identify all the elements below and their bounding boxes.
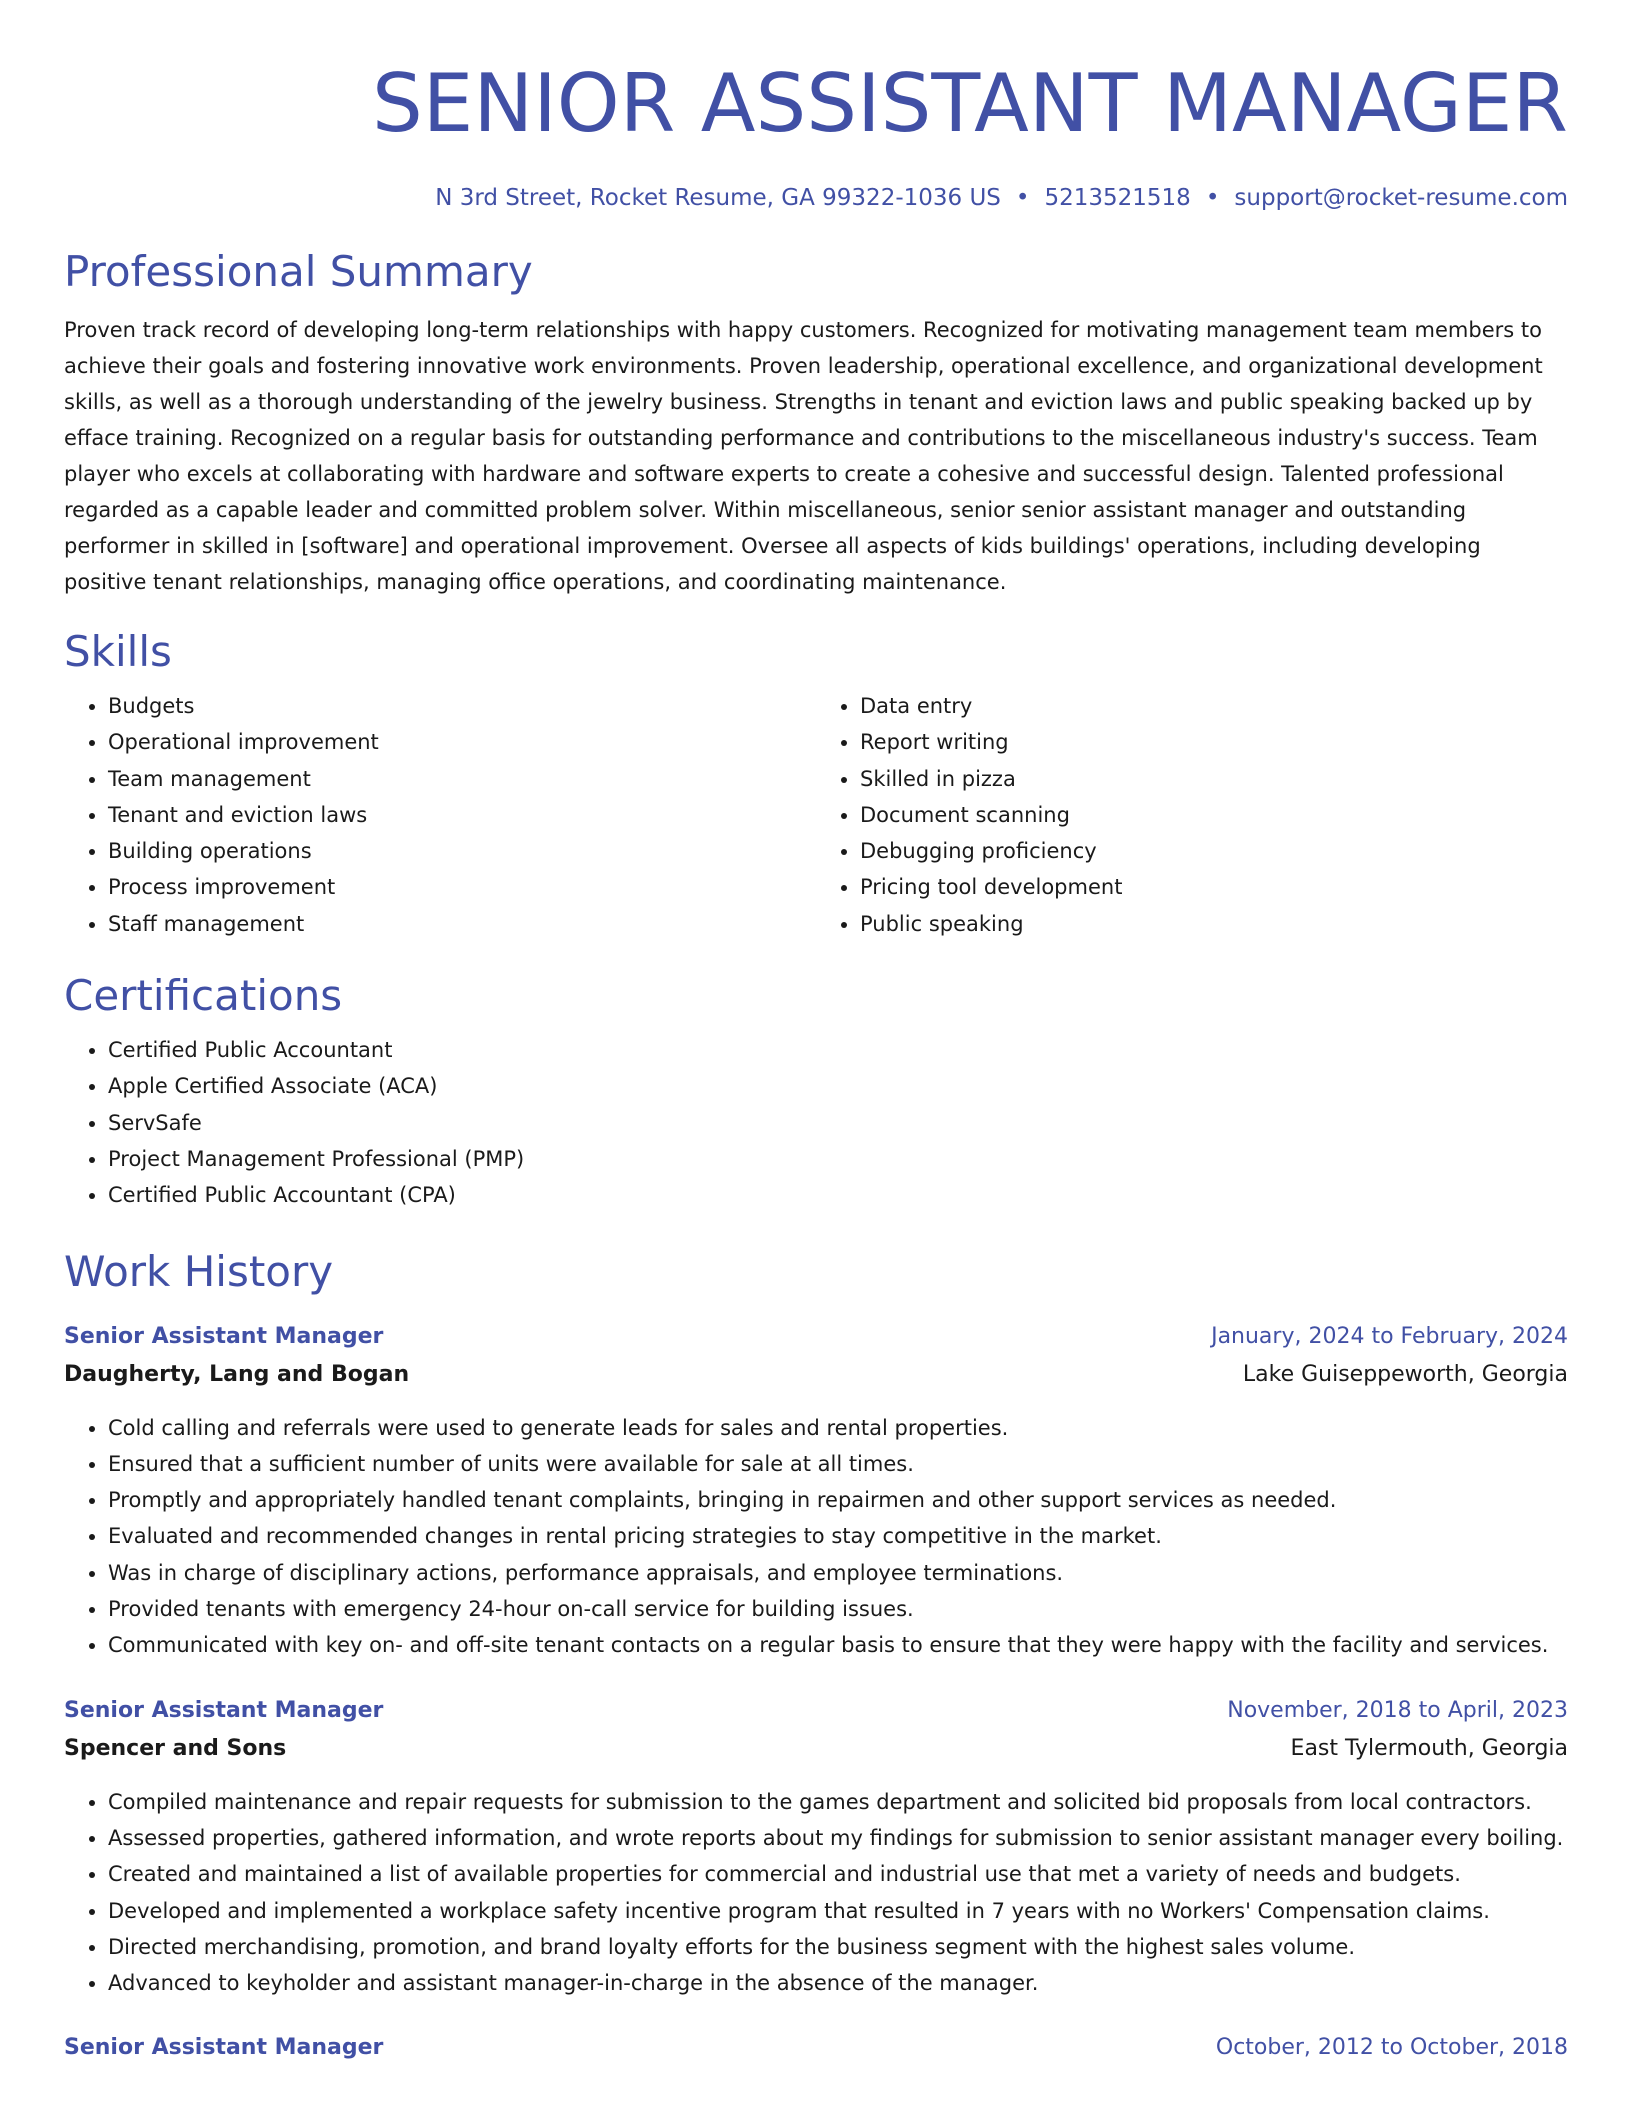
job-company-row	[64, 1356, 1568, 1394]
skill-item: • Report writing	[860, 724, 1568, 760]
certifications-list	[64, 1032, 1568, 1213]
certification-item: • Certified Public Accountant	[108, 1032, 1568, 1068]
skills-list-left	[64, 688, 816, 942]
resume-name: SENIOR ASSISTANT MANAGER	[372, 57, 1568, 150]
job-bullet: • Was in charge of disciplinary actions, performance appraisals, and employee terminations.	[108, 1555, 1568, 1591]
resume-page	[64, 0, 1568, 2067]
skill-item: • Staff management	[108, 906, 816, 942]
job-bullet: • Compiled maintenance and repair requests for submission to the games department and solicited bid proposals from local contractors.	[108, 1784, 1568, 1820]
skill-item: • Budgets	[108, 688, 816, 724]
job-header-row	[64, 1692, 1568, 1730]
job-entry	[64, 2029, 1568, 2067]
job-bullet: • Developed and implemented a workplace safety incentive program that resulted in 7 years with no Workers' Compensation claims.	[108, 1893, 1568, 1929]
job-company-row	[64, 1730, 1568, 1768]
job-entry	[64, 1692, 1568, 2002]
certifications-heading: Certifications	[64, 971, 343, 1021]
job-header-row	[64, 2029, 1568, 2067]
job-title: Senior Assistant Manager	[64, 1323, 384, 1349]
job-dates: October, 2012 to October, 2018	[1215, 2035, 1568, 2061]
job-entry	[64, 1318, 1568, 1664]
job-bullet: • Directed merchandising, promotion, and brand loyalty efforts for the business segment with the highest sales volume.	[108, 1929, 1568, 1965]
skills-heading: Skills	[64, 627, 172, 676]
skill-item: • Operational improvement	[108, 724, 816, 760]
job-company: Daugherty, Lang and Bogan	[64, 1361, 410, 1387]
certification-item: • Certified Public Accountant (CPA)	[108, 1177, 1568, 1213]
contact-address: N 3rd Street, Rocket Resume, GA 99322-1036 US	[435, 185, 1001, 211]
job-dates: January, 2024 to February, 2024	[1211, 1323, 1568, 1349]
certification-item: • Apple Certified Associate (ACA)	[108, 1068, 1568, 1104]
skill-item: • Document scanning	[860, 797, 1568, 833]
job-dates: November, 2018 to April, 2023	[1227, 1697, 1568, 1723]
job-company: Spencer and Sons	[64, 1735, 287, 1761]
job-location: Lake Guiseppeworth, Georgia	[1242, 1361, 1568, 1387]
separator-dot: •	[1015, 185, 1030, 211]
job-bullets	[64, 1784, 1568, 2002]
job-bullet: • Provided tenants with emergency 24-hour on-call service for building issues.	[108, 1591, 1568, 1627]
skill-item: • Process improvement	[108, 869, 816, 905]
job-title: Senior Assistant Manager	[64, 1697, 384, 1723]
skill-item: • Team management	[108, 761, 816, 797]
job-bullets	[64, 1410, 1568, 1664]
job-header-row	[64, 1318, 1568, 1356]
skills-list-right	[816, 688, 1568, 942]
job-location: East Tylermouth, Georgia	[1290, 1735, 1568, 1761]
skill-item: • Public speaking	[860, 906, 1568, 942]
skill-item: • Data entry	[860, 688, 1568, 724]
job-title: Senior Assistant Manager	[64, 2035, 384, 2061]
job-bullet: • Advanced to keyholder and assistant manager-in-charge in the absence of the manager.	[108, 1965, 1568, 2001]
contact-email: support@rocket-resume.com	[1234, 185, 1568, 211]
skill-item: • Building operations	[108, 833, 816, 869]
contact-line	[64, 182, 1568, 214]
job-bullet: • Assessed properties, gathered information, and wrote reports about my findings for submission to senior assistant manager every boiling.	[108, 1820, 1568, 1856]
job-bullet: • Promptly and appropriately handled tenant complaints, bringing in repairmen and other support services as needed.	[108, 1482, 1568, 1518]
job-bullet: • Created and maintained a list of available properties for commercial and industrial use that met a variety of needs and budgets.	[108, 1856, 1568, 1892]
skill-item: • Tenant and eviction laws	[108, 797, 816, 833]
certification-item: • Project Management Professional (PMP)	[108, 1141, 1568, 1177]
job-bullet: • Evaluated and recommended changes in rental pricing strategies to stay competitive in the market.	[108, 1518, 1568, 1554]
job-bullet: • Cold calling and referrals were used to generate leads for sales and rental properties.	[108, 1410, 1568, 1446]
summary-heading: Professional Summary	[64, 247, 533, 296]
skills-columns	[64, 688, 1568, 942]
skill-item: • Pricing tool development	[860, 869, 1568, 905]
skill-item: • Debugging proficiency	[860, 833, 1568, 869]
separator-dot: •	[1205, 185, 1220, 211]
summary-text: Proven track record of developing long-term relationships with happy customers. Recognized for motivating management team members to achieve their goals and fostering innovative work environments. Proven leadership, operational excellence, and organizational development skills, as well as a thorough understanding of the jewelry business. Strengths in tenant and eviction laws and public speaking backed up by efface training. Recognized on a regular basis for outstanding performance and contributions to the miscellaneous industry's success. Team player who excels at collaborating with hardware and software experts to create a cohesive and successful design. Talented professional regarded as a capable leader and committed problem solver. Within miscellaneous, senior senior assistant manager and outstanding performer in skilled in [software] and operational improvement. Oversee all aspects of kids buildings' operations, including developing positive tenant relationships, managing office operations, and coordinating maintenance.	[64, 318, 1543, 594]
job-bullet: • Communicated with key on- and off-site tenant contacts on a regular basis to ensure that they were happy with the facility and services.	[108, 1627, 1568, 1663]
skill-item: • Skilled in pizza	[860, 761, 1568, 797]
job-bullet: • Ensured that a sufficient number of units were available for sale at all times.	[108, 1446, 1568, 1482]
certification-item: • ServSafe	[108, 1105, 1568, 1141]
work-history-heading: Work History	[64, 1246, 334, 1296]
contact-phone: 5213521518	[1044, 185, 1191, 211]
